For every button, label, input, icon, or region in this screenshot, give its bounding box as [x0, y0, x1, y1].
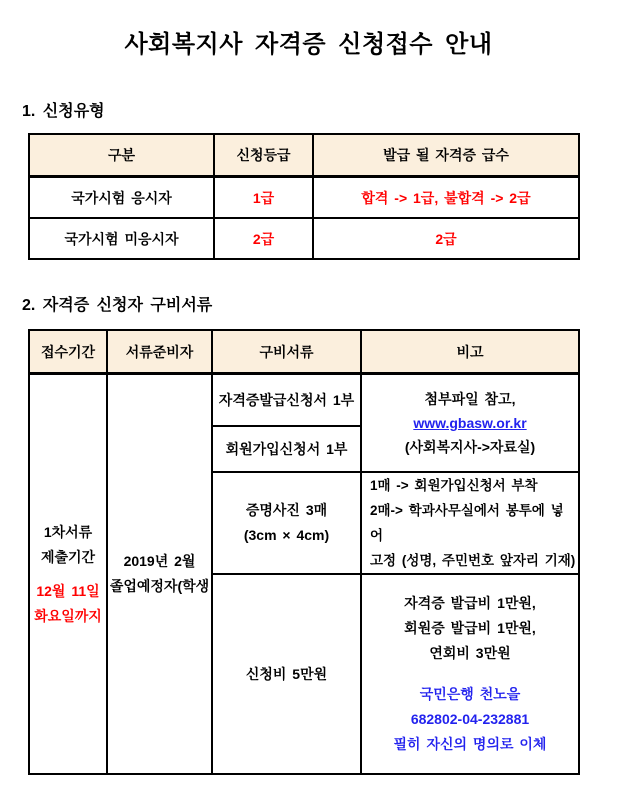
- section-1-heading: 1. 신청유형: [22, 103, 105, 120]
- spacer: [30, 570, 106, 579]
- period-line-2: 제출기간: [40, 548, 96, 565]
- bank-account-number: 682802-04-232881: [410, 711, 530, 727]
- photo-instruction-line-1: 1매 -> 회원가입신청서 부착: [370, 478, 538, 493]
- t1-header-grade: 신청등급: [214, 134, 313, 177]
- fee-line-3: 연회비 3만원: [429, 645, 511, 661]
- t2-header-row: [29, 330, 579, 374]
- preparer-line-2: 졸업예정자(학생: [109, 578, 210, 594]
- preparer-line-1: 2019년 2월: [123, 553, 196, 569]
- fee-line-1: 자격증 발급비 1만원,: [404, 595, 536, 611]
- t2-cell-application-fee: 신청비 5만원: [212, 574, 361, 774]
- application-type-table: [28, 133, 580, 260]
- t1-cell-exam-taker-grade: 1급: [214, 177, 313, 219]
- t2-cell-submission-period: [29, 374, 107, 775]
- table-row: [29, 374, 579, 427]
- spacer: [362, 666, 578, 682]
- t2-header-preparer: 서류준비자: [107, 330, 212, 374]
- table-row: [29, 218, 579, 259]
- t1-cell-non-taker-grade: 2급: [214, 218, 313, 259]
- id-photo-line-2: (3cm × 4cm): [243, 527, 330, 543]
- t1-header-row: [29, 134, 579, 177]
- t1-cell-non-taker: 국가시험 미응시자: [29, 218, 214, 259]
- t2-header-remarks: 비고: [361, 330, 579, 374]
- t2-cell-attachment-note: [361, 374, 579, 473]
- t1-cell-non-taker-issued: 2급: [313, 218, 579, 259]
- t2-header-documents: 구비서류: [212, 330, 361, 374]
- bank-name: 국민은행 천노을: [419, 686, 521, 702]
- t2-cell-id-photo: [212, 472, 361, 574]
- t1-header-category: 구분: [29, 134, 214, 177]
- t1-cell-exam-taker: 국가시험 응시자: [29, 177, 214, 219]
- deadline-day: 화요일까지: [34, 607, 102, 624]
- attachment-note-line-1: 첨부파일 참고,: [424, 391, 516, 407]
- fee-line-2: 회원증 발급비 1만원,: [404, 620, 536, 636]
- t2-cell-preparer: [107, 374, 212, 775]
- page-title: 사회복지사 자격증 신청접수 안내: [124, 31, 493, 58]
- t2-cell-membership-form: 회원가입신청서 1부: [212, 426, 361, 472]
- deadline-date: 12월 11일: [36, 582, 100, 599]
- bank-transfer-note: 필히 자신의 명의로 이체: [393, 736, 547, 752]
- t2-header-period: 접수기간: [29, 330, 107, 374]
- t2-cell-certificate-application-form: 자격증발급신청서 1부: [212, 374, 361, 427]
- section-2-heading: 2. 자격증 신청자 구비서류: [22, 297, 213, 314]
- photo-instruction-line-3: 고정 (성명, 주민번호 앞자리 기재): [370, 553, 576, 568]
- required-documents-table: [28, 329, 580, 775]
- t2-cell-photo-instructions: [361, 472, 579, 574]
- period-line-1: 1차서류: [43, 523, 93, 540]
- t2-cell-fee-details: [361, 574, 579, 774]
- t1-cell-exam-taker-issued: 합격 -> 1급, 불합격 -> 2급: [313, 177, 579, 219]
- table-row: [29, 177, 579, 219]
- t1-header-issued-grade: 발급 될 자격증 급수: [313, 134, 579, 177]
- attachment-note-line-3: (사회복지사->자료실): [404, 439, 536, 455]
- photo-instruction-line-2: 2매-> 학과사무실에서 봉투에 넣어: [370, 503, 564, 543]
- gbasw-link[interactable]: www.gbasw.or.kr: [413, 415, 527, 431]
- id-photo-line-1: 증명사진 3매: [245, 502, 328, 518]
